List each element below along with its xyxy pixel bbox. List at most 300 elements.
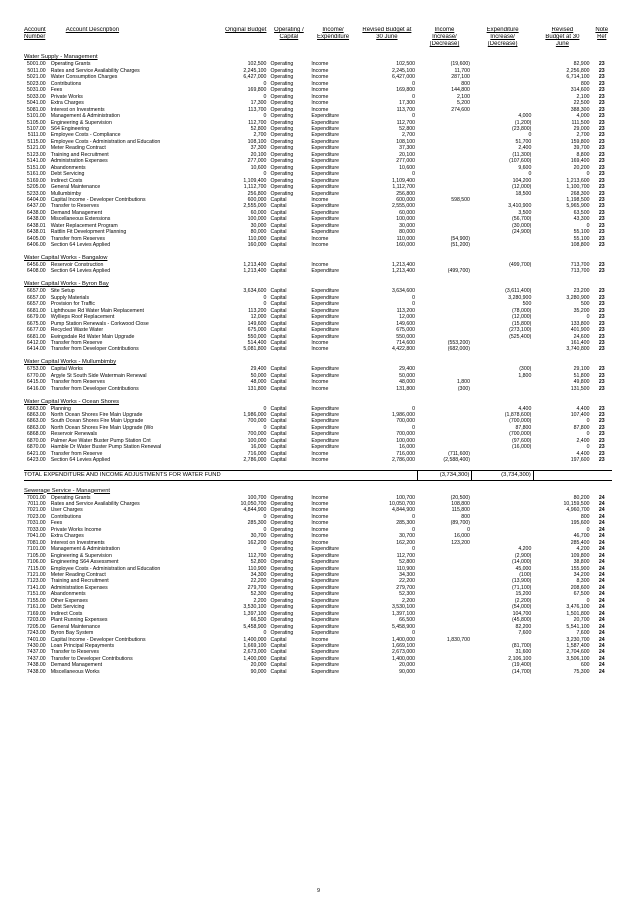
account-description: Capital Income - Developer Contributions: [50, 196, 146, 203]
table-row: [24, 669, 612, 675]
original-budget: 50,000: [250, 372, 267, 379]
original-budget: 0: [263, 113, 267, 120]
original-budget: 0: [263, 294, 267, 301]
revised-budget: 277,000: [396, 158, 416, 165]
income-expenditure: Expenditure: [311, 662, 340, 669]
revised-budget: 29,400: [399, 366, 416, 373]
expenditure-increase: (100): [519, 571, 532, 578]
note-ref: 23: [598, 229, 605, 236]
revised-budget: 0: [412, 424, 416, 431]
account-number: 5081.00: [26, 106, 46, 113]
revised-budget: 1,213,400: [391, 262, 416, 269]
original-budget: 34,300: [250, 571, 267, 578]
revised-budget-30-june: 713,700: [570, 268, 590, 275]
revised-budget: 600,000: [396, 196, 416, 203]
account-number: 5021.00: [26, 74, 46, 81]
original-budget: 0: [263, 301, 267, 308]
account-description: Operating Grants: [50, 494, 91, 501]
original-budget: 60,000: [250, 209, 267, 216]
account-description: North Ocean Shores Fire Main Upgrade: [50, 412, 143, 419]
note-ref: 23: [598, 106, 605, 113]
operating-capital: Operating: [270, 507, 294, 514]
note-ref: 23: [598, 294, 605, 301]
account-number: 5033.00: [26, 93, 46, 100]
income-expenditure: Expenditure: [311, 372, 340, 379]
operating-capital: Capital: [270, 444, 287, 451]
original-budget: 20,100: [250, 151, 267, 158]
operating-capital: Capital: [270, 405, 287, 412]
account-description: Water Replacement Program: [50, 222, 118, 229]
note-ref: 24: [598, 578, 605, 585]
income-expenditure: Expenditure: [311, 190, 340, 197]
expenditure-increase: (71,100): [512, 584, 532, 591]
revised-budget-30-june: 3,476,100: [566, 604, 590, 611]
account-number: 5123.00: [26, 151, 46, 158]
total-label: TOTAL EXPENDITURE AND INCOME ADJUSTMENTS FOR WATER FUND: [24, 471, 417, 481]
account-description: Palmer Ave Water Buster Pump Station Cnt: [50, 437, 151, 444]
operating-capital: Capital: [270, 229, 287, 236]
expenditure-increase: (97,600): [512, 437, 532, 444]
account-number: 7123.00: [26, 578, 46, 585]
account-description: Supply Materials: [50, 294, 90, 301]
account-description: Transfer from Developer Contributions: [50, 385, 139, 392]
revised-budget-30-june: 55,100: [573, 235, 590, 242]
account-description: Ewingsdale Rd Water Main Upgrade: [50, 333, 135, 340]
original-budget: 52,800: [250, 559, 267, 566]
revised-budget-30-june: 46,700: [573, 533, 590, 540]
account-number: 6863.00: [26, 412, 46, 419]
original-budget: 0: [263, 630, 267, 637]
original-budget: 2,786,000: [243, 457, 267, 464]
income-expenditure: Income: [311, 61, 329, 68]
header-ref: Ref: [597, 34, 607, 40]
income-increase: 800: [461, 513, 470, 520]
operating-capital: Operating: [270, 610, 294, 617]
operating-capital: Capital: [270, 301, 287, 308]
revised-budget-30-june: 314,600: [570, 87, 590, 94]
income-expenditure: Income: [311, 235, 329, 242]
operating-capital: Capital: [270, 662, 287, 669]
header-exp-increase: Expenditure: [486, 27, 519, 33]
original-budget: 110,000: [248, 235, 267, 242]
income-increase: 274,600: [451, 106, 470, 113]
original-budget: 112,700: [248, 119, 267, 126]
income-expenditure: Expenditure: [311, 327, 340, 334]
income-expenditure: Expenditure: [311, 668, 340, 675]
section-title: Water Capital Works - Byron Bay: [24, 281, 109, 288]
operating-capital: Operating: [270, 190, 294, 197]
account-number: 7081.00: [26, 539, 46, 546]
account-description: Management & Administration: [50, 113, 120, 120]
revised-budget: 675,000: [396, 327, 416, 334]
account-description: Transfer from Reserve: [50, 450, 103, 457]
account-description: North Ocean Shores Fire Main Upgrade (Wo: [50, 424, 154, 431]
note-ref: 23: [598, 405, 605, 412]
income-expenditure: Expenditure: [311, 424, 340, 431]
original-budget: 100,700: [247, 494, 267, 501]
account-number: 7243.00: [26, 630, 46, 637]
income-expenditure: Income: [311, 74, 329, 81]
account-number: 6863.00: [26, 418, 46, 425]
income-increase: (51,200): [450, 242, 470, 249]
table-row: [24, 418, 612, 424]
income-increase: [417, 669, 472, 675]
revised-budget-30-june: 2,704,600: [566, 649, 590, 656]
original-budget: 100,000: [247, 437, 267, 444]
expenditure-increase: 4,400: [518, 405, 532, 412]
note-ref: 23: [598, 385, 605, 392]
original-budget: 6,427,000: [243, 74, 267, 81]
revised-budget-30-june: 600: [580, 662, 590, 669]
income-increase: (20,500): [450, 494, 470, 501]
expenditure-increase: (23,800): [512, 125, 532, 132]
account-description: Section 64 Levies Applied: [50, 457, 111, 464]
note-ref: 23: [598, 61, 605, 68]
operating-capital: Operating: [270, 145, 294, 152]
note-ref: 23: [598, 372, 605, 379]
revised-budget-30-june: 4,000: [576, 113, 590, 120]
header-revised-date: 30 June: [376, 34, 398, 40]
revised-budget: 110,900: [396, 565, 416, 572]
revised-budget: 149,600: [396, 320, 416, 327]
account-number: 7041.00: [26, 533, 46, 540]
expenditure-increase: (24,900): [512, 229, 532, 236]
revised-budget-30-june: 10,159,500: [563, 500, 590, 507]
expenditure-increase: (45,800): [512, 617, 532, 624]
account-description: Extra Charges: [50, 100, 84, 107]
operating-capital: Operating: [270, 539, 294, 546]
original-budget: 110,900: [248, 565, 267, 572]
note-ref: 23: [598, 268, 605, 275]
income-increase: (499,700): [447, 268, 470, 275]
account-number: 7401.00: [26, 636, 46, 643]
operating-capital: Capital: [270, 209, 287, 216]
header-note: Note: [595, 27, 609, 33]
note-ref: 24: [598, 668, 605, 675]
account-number: 6415.00: [26, 379, 46, 386]
revised-budget: 50,000: [399, 372, 416, 379]
account-number: 5141.00: [26, 158, 46, 165]
account-number: 6406.00: [26, 242, 46, 249]
account-description: Fees: [50, 87, 63, 94]
income-expenditure: Income: [311, 196, 329, 203]
table-row: [24, 444, 612, 450]
revised-budget: 0: [412, 93, 416, 100]
expenditure-increase: 45,000: [515, 565, 532, 572]
expenditure-increase: 2,106,100: [508, 655, 532, 662]
income-expenditure: Expenditure: [311, 138, 340, 145]
original-budget: 1,213,400: [243, 262, 267, 269]
original-budget: 22,200: [250, 578, 267, 585]
income-increase: 1,830,700: [446, 636, 470, 643]
revised-budget: 160,000: [396, 242, 416, 249]
expenditure-increase: 7,600: [518, 630, 532, 637]
revised-budget-30-june: 0: [586, 314, 590, 321]
note-ref: 24: [598, 617, 605, 624]
operating-capital: Capital: [270, 333, 287, 340]
operating-capital: Operating: [270, 158, 294, 165]
original-budget: 2,700: [253, 132, 267, 139]
revised-budget-30-june: 500: [580, 301, 590, 308]
income-increase: 1,800: [456, 379, 470, 386]
original-budget: 52,800: [250, 125, 267, 132]
income-expenditure: Expenditure: [311, 655, 340, 662]
income-expenditure: Income: [311, 106, 329, 113]
income-expenditure: Expenditure: [311, 591, 340, 598]
operating-capital: Capital: [270, 437, 287, 444]
revised-budget-30-june: 800: [580, 80, 590, 87]
expenditure-increase: 3,410,900: [508, 203, 532, 210]
note-ref: 23: [598, 314, 605, 321]
operating-capital: Capital: [270, 418, 287, 425]
note-ref: 24: [598, 604, 605, 611]
income-expenditure: Expenditure: [311, 119, 340, 126]
income-expenditure: Expenditure: [311, 125, 340, 132]
account-number: 6870.00: [26, 437, 46, 444]
expenditure-increase: 4,200: [518, 546, 532, 553]
expenditure-increase: 3,280,900: [508, 294, 532, 301]
expenditure-increase: (56,700): [512, 216, 532, 223]
original-budget: 1,397,100: [243, 610, 267, 617]
income-increase: 2,100: [456, 93, 470, 100]
note-ref: 24: [598, 507, 605, 514]
note-ref: 23: [598, 216, 605, 223]
account-number: 7121.00: [26, 571, 46, 578]
original-budget: 0: [263, 526, 267, 533]
income-expenditure: Expenditure: [311, 559, 340, 566]
account-description: Provision for Traffic: [50, 301, 95, 308]
note-ref: 23: [598, 418, 605, 425]
account-number: 5111.00: [27, 132, 46, 139]
header-original-budget: Original Budget: [225, 27, 267, 33]
account-description: Engineering S64 Assessment: [50, 559, 119, 566]
income-increase: 0: [467, 526, 470, 533]
revised-budget-30-june: 3,740,800: [566, 346, 590, 353]
note-ref: 23: [598, 242, 605, 249]
revised-budget-30-june: 109,800: [570, 552, 590, 559]
revised-budget-30-june: 800: [580, 513, 590, 520]
revised-budget: 3,634,600: [391, 288, 416, 295]
note-ref: 23: [598, 190, 605, 197]
account-description: Private Works: [50, 93, 83, 100]
original-budget: 3,530,100: [243, 604, 267, 611]
account-description: Hamble Dr Water Buster Pump Station Renewal: [50, 444, 162, 451]
original-budget: 48,000: [250, 379, 267, 386]
note-ref: 23: [598, 203, 605, 210]
revised-budget-30-june: 75,300: [573, 668, 590, 675]
header-revised2c: June: [555, 41, 569, 47]
revised-budget: 100,000: [396, 216, 416, 223]
revised-budget-30-june: 1,213,600: [566, 177, 590, 184]
revised-budget-30-june: 388,300: [570, 106, 590, 113]
revised-budget-30-june: 285,400: [570, 539, 590, 546]
revised-budget: 279,700: [396, 584, 416, 591]
note-ref: 23: [598, 235, 605, 242]
revised-budget: 2,555,000: [391, 203, 416, 210]
note-ref: 24: [598, 546, 605, 553]
note-ref: 24: [598, 526, 605, 533]
account-number: 6677.00: [26, 327, 46, 334]
account-description: Lighthouse Rd Water Main Replacement: [50, 307, 144, 314]
income-expenditure: Expenditure: [311, 630, 340, 637]
revised-budget-30-june: 39,700: [573, 145, 590, 152]
account-number: 7437.00: [26, 649, 46, 656]
revised-budget: 113,200: [396, 307, 416, 314]
expenditure-increase: (30,000): [512, 222, 532, 229]
header-revised-budget: Revised Budget at: [362, 27, 412, 33]
table-row: [24, 113, 612, 119]
account-number: 5011.00: [27, 67, 46, 74]
account-description: Miscellaneous Extensions: [50, 216, 111, 223]
account-number: 6863.00: [26, 405, 46, 412]
revised-budget: 4,844,900: [391, 507, 416, 514]
section-title: Water Capital Works - Mullumbimby: [24, 359, 117, 366]
header-revised2: Revised: [551, 27, 574, 33]
revised-budget: 0: [412, 113, 416, 120]
account-description: Administration Expenses: [50, 584, 108, 591]
revised-budget-30-june: 161,400: [570, 339, 590, 346]
note-ref: 24: [598, 571, 605, 578]
original-budget: 169,800: [247, 87, 267, 94]
account-description: Demand Management: [50, 662, 103, 669]
original-budget: 3,634,600: [243, 288, 267, 295]
operating-capital: Operating: [270, 119, 294, 126]
account-number: 7106.00: [26, 559, 46, 566]
account-description: Recycled Waste Water: [50, 327, 104, 334]
revised-budget-30-june: 29,100: [573, 366, 590, 373]
revised-budget-30-june: 2,256,800: [566, 67, 590, 74]
header-description: Account Description: [65, 27, 120, 33]
revised-budget: 48,000: [399, 379, 416, 386]
original-budget: 108,100: [247, 138, 267, 145]
account-number: 6438.01: [26, 222, 46, 229]
operating-capital: Capital: [270, 372, 287, 379]
operating-capital: Operating: [270, 171, 294, 178]
income-expenditure: Income: [311, 100, 329, 107]
original-budget: 285,300: [247, 520, 267, 527]
original-budget: 0: [263, 405, 267, 412]
table-header: [24, 27, 612, 48]
total-income-increase: (3,734,300): [417, 471, 472, 481]
revised-budget-30-june: 2,100: [576, 93, 590, 100]
original-budget: 100,000: [247, 216, 267, 223]
revised-budget: 3,530,100: [391, 604, 416, 611]
revised-budget: 17,300: [399, 100, 416, 107]
original-budget: 716,000: [247, 450, 267, 457]
revised-budget-30-june: 20,700: [573, 617, 590, 624]
revised-budget: 37,300: [399, 145, 416, 152]
account-description: Transfer from Reserve: [50, 339, 103, 346]
income-expenditure: Expenditure: [311, 405, 340, 412]
revised-budget: 0: [412, 546, 416, 553]
revised-budget-30-june: 2,700: [576, 132, 590, 139]
account-number: 6868.00: [26, 431, 46, 438]
revised-budget: 10,600: [399, 164, 416, 171]
income-expenditure: Income: [311, 520, 329, 527]
account-description: Training and Recruitment: [50, 151, 109, 158]
original-budget: 29,400: [250, 366, 267, 373]
header-income: Income/: [322, 27, 344, 33]
expenditure-increase: (16,000): [512, 444, 532, 451]
original-budget: 52,300: [250, 591, 267, 598]
account-number: 6404.00: [26, 196, 46, 203]
expenditure-increase: 9,600: [518, 164, 532, 171]
income-expenditure: Income: [311, 526, 329, 533]
note-ref: 23: [598, 119, 605, 126]
account-description: Site Setup: [50, 288, 75, 295]
original-budget: 37,300: [250, 145, 267, 152]
account-number: 7437.00: [26, 655, 46, 662]
income-expenditure: Income: [311, 539, 329, 546]
account-number: 6423.00: [26, 457, 46, 464]
revised-budget-30-june: 401,900: [570, 327, 590, 334]
revised-budget-30-june: 4,960,700: [566, 507, 590, 514]
note-ref: 23: [598, 151, 605, 158]
account-description: Transfer from Reserves: [50, 379, 105, 386]
note-ref: 23: [598, 307, 605, 314]
operating-capital: Capital: [270, 668, 287, 675]
expenditure-increase: 18,500: [515, 190, 532, 197]
account-number: 7115.00: [27, 565, 46, 572]
account-description: Rates and Service Availability Charges: [50, 67, 140, 74]
note-ref: 23: [598, 424, 605, 431]
revised-budget-30-june: 4,400: [576, 450, 590, 457]
account-number: 6870.00: [26, 444, 46, 451]
operating-capital: Operating: [270, 80, 294, 87]
note-ref: 23: [598, 437, 605, 444]
revised-budget-30-june: 4,200: [576, 546, 590, 553]
account-description: Wyllieps Roof Replacement: [50, 314, 115, 321]
income-expenditure: Expenditure: [311, 610, 340, 617]
account-description: Water Consumption Charges: [50, 74, 118, 81]
note-ref: 23: [598, 339, 605, 346]
account-number: 7105.00: [26, 552, 46, 559]
account-number: 5031.00: [26, 87, 46, 94]
revised-budget-30-june: 3,280,900: [566, 294, 590, 301]
original-budget: 0: [263, 424, 267, 431]
account-number: 6675.00: [26, 320, 46, 327]
account-number: 6753.00: [26, 366, 46, 373]
account-description: General Maintenance: [50, 184, 101, 191]
expenditure-increase: (12,000): [512, 184, 532, 191]
original-budget: 16,000: [250, 444, 267, 451]
original-budget: 700,000: [247, 418, 267, 425]
income-expenditure: Expenditure: [311, 604, 340, 611]
operating-capital: Operating: [270, 100, 294, 107]
expenditure-increase: (54,000): [512, 604, 532, 611]
note-ref: 23: [598, 301, 605, 308]
income-expenditure: Expenditure: [311, 209, 340, 216]
revised-budget: 2,700: [402, 132, 416, 139]
original-budget: 5,081,800: [243, 346, 267, 353]
note-ref: 24: [598, 623, 605, 630]
revised-budget-30-june: 1,100,700: [566, 184, 590, 191]
income-expenditure: Income: [311, 93, 329, 100]
section-title: Water Capital Works - Ocean Shores: [24, 398, 120, 405]
expenditure-increase: (107,600): [509, 158, 532, 165]
operating-capital: Capital: [270, 235, 287, 242]
section-title: Sewerage Service - Management: [24, 487, 111, 494]
income-expenditure: Expenditure: [311, 184, 340, 191]
revised-budget-30-june: 23,200: [573, 288, 590, 295]
income-expenditure: Expenditure: [311, 623, 340, 630]
revised-budget: 700,000: [396, 418, 416, 425]
original-budget: 112,700: [248, 552, 267, 559]
revised-budget: 1,400,000: [391, 636, 416, 643]
expenditure-increase: (1,878,600): [504, 412, 532, 419]
total-row: [24, 471, 612, 481]
expenditure-increase: (700,000): [509, 418, 532, 425]
